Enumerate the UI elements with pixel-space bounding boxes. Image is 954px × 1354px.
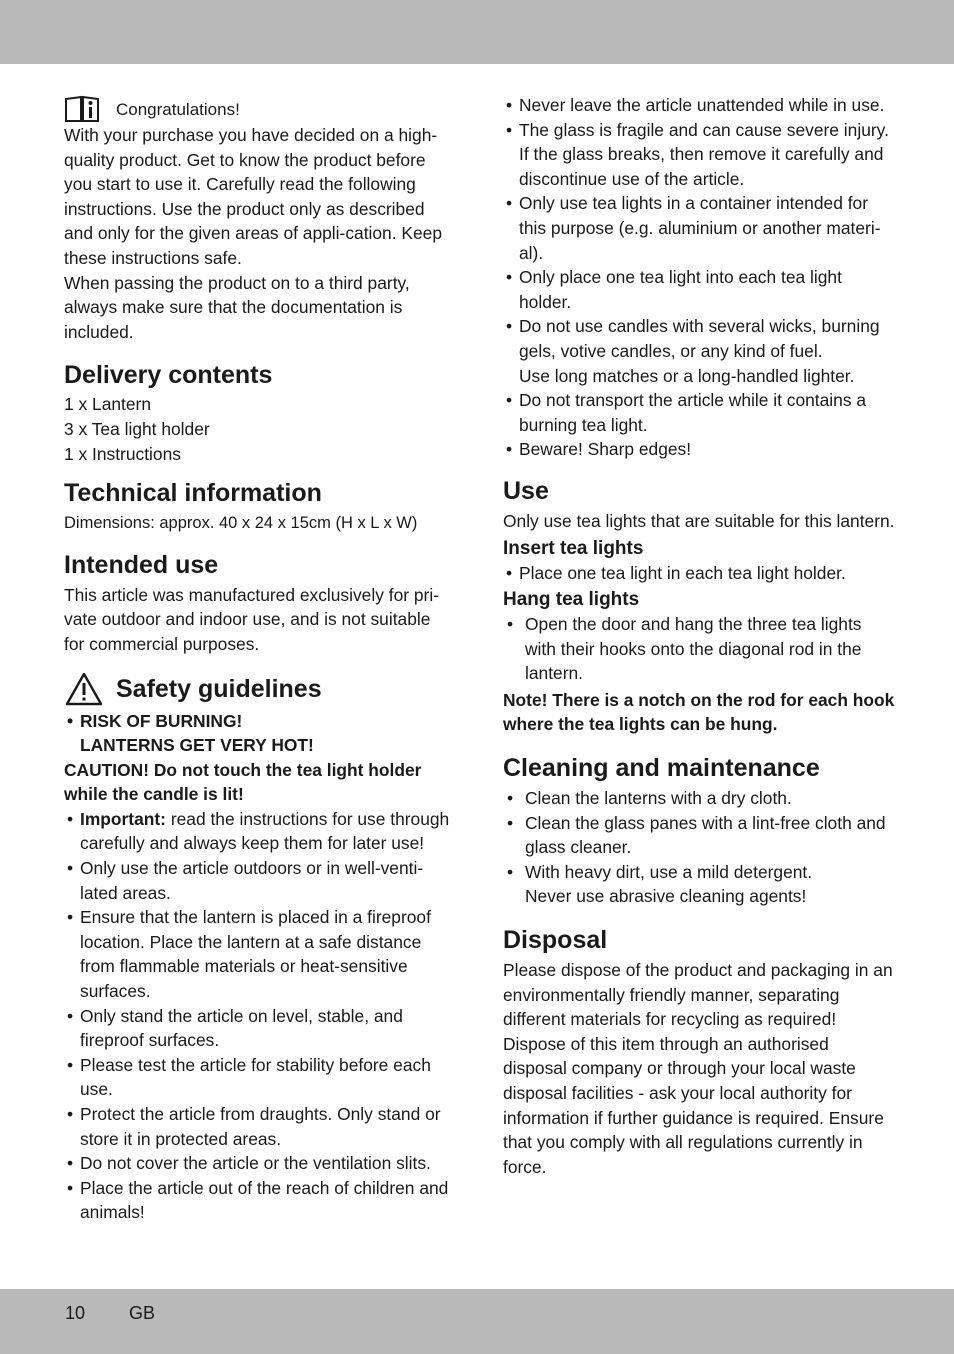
technical-heading: Technical information bbox=[64, 479, 322, 508]
congrats-row bbox=[64, 95, 454, 123]
cleaning-heading: Cleaning and maintenance bbox=[503, 754, 820, 783]
intro-paragraph-2: When passing the product on to a third party, always make sure that the documentation is included. bbox=[64, 272, 410, 342]
disposal-heading: Disposal bbox=[503, 926, 608, 955]
safety-item: • Do not transport the article while it contains a burning tea light. bbox=[503, 388, 895, 437]
caution-text: CAUTION! Do not touch the tea light holder while the candle is lit! bbox=[64, 759, 422, 805]
safety-item: • The glass is fragile and can cause severe injury. If the glass breaks, then remove it carefully and discontinue use of the article. bbox=[503, 118, 895, 192]
note-text: Note! There is a notch on the rod for each hook where the tea lights can be hung. bbox=[503, 689, 895, 735]
safety-heading-row bbox=[64, 671, 454, 707]
disposal-text: Please dispose of the product and packaging in an environmentally friendly manner, separating different materials for recycling as required! Dispose of this item through an authorised disposal company or through your local waste disposal facilities - ask your local authority for information if further guidance is required. Ensure that you comply with all regulations currently in force. bbox=[503, 960, 893, 1177]
safety-item-important bbox=[64, 807, 454, 856]
intro-paragraph-1: With your purchase you have decided on a high-quality product. Get to know the product before you start to use it. Carefully read the following instructions. Use the product only as described and only for the given areas of appli-cation. Keep these instructions safe. bbox=[64, 125, 443, 268]
header-bar bbox=[0, 0, 954, 64]
insert-item: • Place one tea light in each tea light holder. bbox=[503, 561, 895, 586]
insert-heading: Insert tea lights bbox=[503, 537, 644, 559]
risk-line-2: LANTERNS GET VERY HOT! bbox=[80, 735, 314, 756]
hang-heading: Hang tea lights bbox=[503, 589, 640, 611]
delivery-item: 1 x Instructions bbox=[64, 443, 181, 464]
safety-item: • Place the article out of the reach of children and animals! bbox=[64, 1176, 454, 1225]
safety-item: • Never leave the article unattended while in use. bbox=[503, 93, 895, 118]
use-text: Only use tea lights that are suitable for this lantern. bbox=[503, 510, 895, 531]
safety-item: • Only stand the article on level, stable, and fireproof surfaces. bbox=[64, 1004, 454, 1053]
safety-item: • Only use tea lights in a container intended for this purpose (e.g. aluminium or another materi-al). bbox=[503, 191, 895, 265]
right-column bbox=[503, 93, 895, 1179]
safety-item bbox=[503, 314, 895, 388]
left-column bbox=[64, 95, 454, 1225]
safety-item: • Only use the article outdoors or in well-venti-lated areas. bbox=[64, 856, 454, 905]
cleaning-item: • Clean the lanterns with a dry cloth. bbox=[503, 786, 895, 811]
intended-use-text: This article was manufactured exclusively for pri-vate outdoor and indoor use, and is not suitable for commercial purposes. bbox=[64, 584, 439, 654]
safety-item: • Do not cover the article or the ventilation slits. bbox=[64, 1151, 454, 1176]
candles-extra: Use long matches or a long-handled lighter. bbox=[519, 365, 855, 386]
technical-text: Dimensions: approx. 40 x 24 x 15cm (H x L x W) bbox=[64, 514, 418, 533]
important-label: Important: bbox=[80, 808, 166, 829]
safety-item: • Protect the article from draughts. Only stand or store it in protected areas. bbox=[64, 1102, 454, 1151]
risk-warning bbox=[64, 709, 454, 758]
safety-item: • Please test the article for stability before each use. bbox=[64, 1053, 454, 1102]
cleaning-extra: Never use abrasive cleaning agents! bbox=[525, 886, 807, 907]
page-number: 10 bbox=[65, 1303, 86, 1323]
delivery-item: 1 x Lantern bbox=[64, 394, 152, 415]
cleaning-item-text: • With heavy dirt, use a mild detergent. bbox=[525, 861, 813, 882]
candles-text: • Do not use candles with several wicks, burning gels, votive candles, or any kind of fuel. bbox=[519, 316, 880, 361]
cleaning-item: • Clean the glass panes with a lint-free cloth and glass cleaner. bbox=[503, 811, 895, 860]
safety-item: • Beware! Sharp edges! bbox=[503, 437, 895, 462]
hang-item: • Open the door and hang the three tea lights with their hooks onto the diagonal rod in the lantern. bbox=[503, 612, 895, 686]
cleaning-item bbox=[503, 860, 895, 909]
intended-use-heading: Intended use bbox=[64, 550, 219, 579]
congrats-text: Congratulations! bbox=[116, 100, 240, 120]
important-text: read the instructions for use through carefully and always keep them for later use! bbox=[80, 808, 450, 854]
safety-heading: Safety guidelines bbox=[116, 674, 322, 703]
warning-triangle-icon bbox=[64, 671, 104, 707]
delivery-item: 3 x Tea light holder bbox=[64, 418, 210, 439]
safety-item: • Only place one tea light into each tea light holder. bbox=[503, 265, 895, 314]
use-heading: Use bbox=[503, 476, 549, 505]
info-book-icon bbox=[64, 95, 100, 123]
risk-line-1: RISK OF BURNING! bbox=[80, 710, 243, 731]
language-code: GB bbox=[129, 1303, 156, 1323]
delivery-heading: Delivery contents bbox=[64, 361, 273, 390]
safety-item: • Ensure that the lantern is placed in a fireproof location. Place the lantern at a safe distance from flammable materials or heat-sensitive surfaces. bbox=[64, 905, 454, 1003]
